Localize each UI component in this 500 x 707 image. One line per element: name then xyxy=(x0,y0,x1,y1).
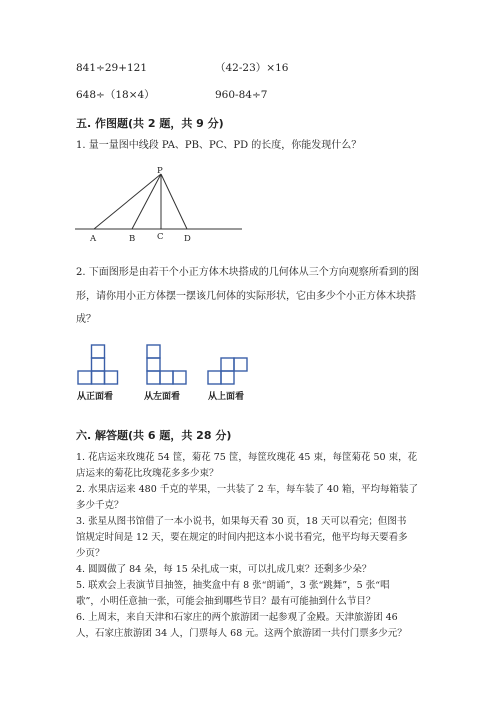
question-text: 人，石家庄旅游团 34 人，门票每人 68 元。这两个旅游团一共付门票多少元？ xyxy=(76,628,407,639)
question-text: 1. 花店运来玫瑰花 54 筐，菊花 75 筐，每筐玫瑰花 45 束，每筐菊花 50 束，花 xyxy=(76,452,418,463)
label-c: C xyxy=(157,232,164,242)
question-text: 多少千克？ xyxy=(76,500,124,511)
question-text: 形，请你用小正方体摆一摆该几何体的实际形状，它由多少个小正方体木块搭 xyxy=(76,291,416,302)
left-view-figure xyxy=(146,344,196,388)
question-text: 成？ xyxy=(76,314,96,325)
front-view-figure xyxy=(77,344,127,388)
label-b: B xyxy=(129,234,136,244)
calc-expression: 960-84÷7 xyxy=(215,89,268,101)
question-text: 4. 圆圆做了 84 朵，每 15 朵扎成一束，可以扎成几束？还剩多少朵？ xyxy=(76,564,372,575)
question-text: 少页？ xyxy=(76,548,105,559)
question-text: 2. 下面图形是由若干个小正方体木块搭成的几何体从三个方向观察所看到的图 xyxy=(76,267,419,278)
calc-expression: 648÷（18×4） xyxy=(76,89,155,101)
view-caption-top: 从上面看 xyxy=(208,392,245,402)
top-view-figure xyxy=(207,357,255,389)
calc-expression: （42-23）×16 xyxy=(215,62,289,74)
label-p: P xyxy=(157,166,163,176)
view-caption-left: 从左面看 xyxy=(144,392,181,402)
question-text: 1. 量一量图中线段 PA、PB、PC、PD 的长度，你能发现什么？ xyxy=(76,140,362,151)
section-heading: 六. 解答题(共 6 题，共 28 分) xyxy=(76,429,232,442)
question-text: 6. 上周末，来自天津和石家庄的两个旅游团一起参观了金殿。天津旅游团 46 xyxy=(76,612,398,623)
question-text: 歌”，小明任意抽一张，可能会抽到哪些节目？最有可能抽到什么节目？ xyxy=(76,596,376,607)
calc-expression: 841÷29+121 xyxy=(76,62,148,74)
line-segment-figure xyxy=(70,160,250,246)
question-text: 店运来的菊花比玫瑰花多多少束？ xyxy=(76,468,219,479)
view-caption-front: 从正面看 xyxy=(77,392,114,402)
question-text: 2. 水果店运来 480 千克的苹果，一共装了 2 车，每车装了 40 箱，平均每箱装了 xyxy=(76,484,418,495)
question-text: 5. 联欢会上表演节目抽签，抽奖盒中有 8 张“朗诵”，3 张“跳舞”，5 张“唱 xyxy=(76,580,390,591)
question-text: 3. 张星从图书馆借了一本小说书，如果每天看 30 页，18 天可以看完；但图书 xyxy=(76,516,407,527)
question-text: 馆规定时间是 12 天，要在规定的时间内把这本小说书看完，他平均每天要看多 xyxy=(76,532,408,543)
label-d: D xyxy=(184,234,191,244)
label-a: A xyxy=(90,234,97,244)
section-heading: 五. 作图题(共 2 题，共 9 分) xyxy=(76,117,224,130)
